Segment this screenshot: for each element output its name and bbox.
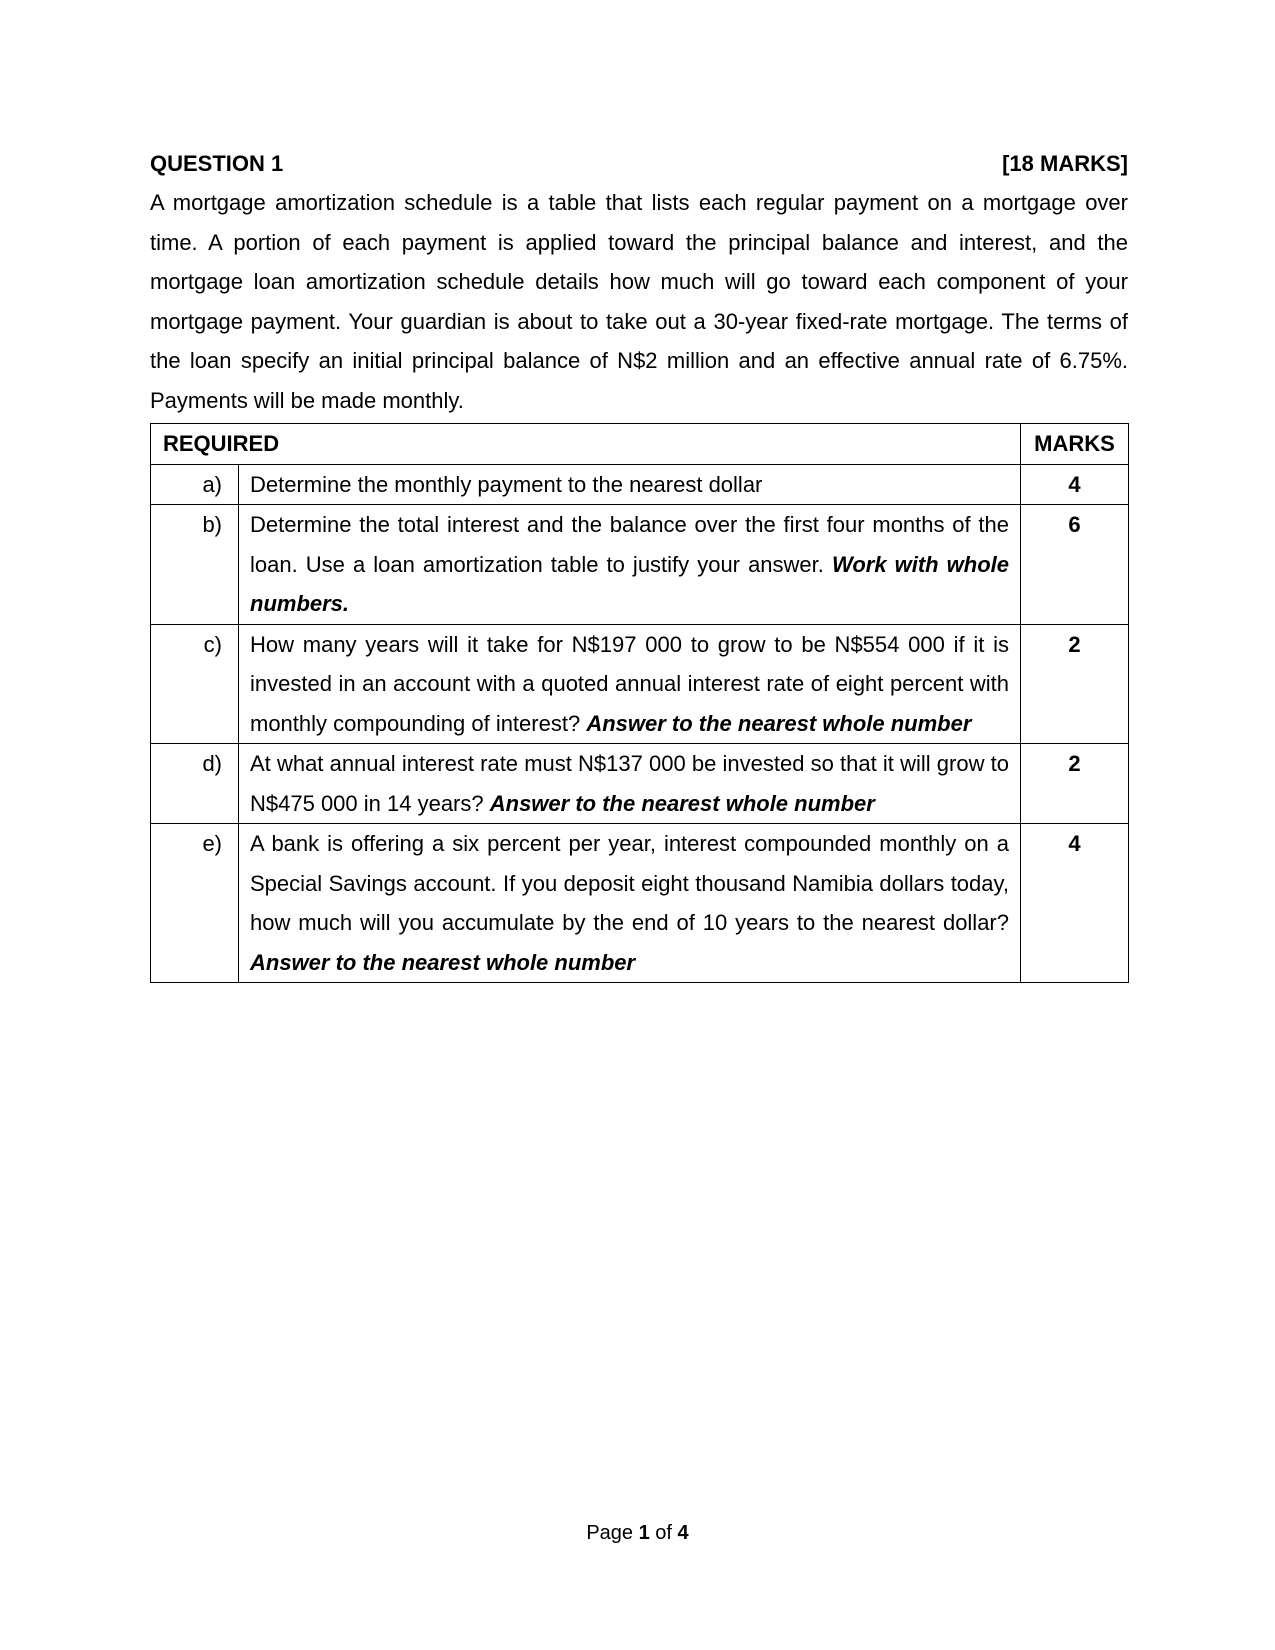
table-header-row [151, 424, 1129, 465]
row-text [239, 624, 1021, 744]
row-text-emphasis: Answer to the nearest whole number [586, 710, 972, 736]
required-table [150, 423, 1129, 983]
row-marks: 4 [1021, 464, 1129, 505]
row-label: c) [151, 624, 239, 744]
row-text-emphasis: Work with whole numbers. [250, 551, 1009, 616]
footer-page-word: Page [586, 1522, 634, 1544]
row-text-plain: Determine the total interest and the balance over the first four months of the loan. Use a loan amortization table to justify your answer. [250, 512, 1009, 577]
row-text-emphasis: Answer to the nearest whole number [250, 949, 636, 975]
footer-page-total: 4 [677, 1522, 689, 1544]
row-marks: 6 [1021, 505, 1129, 625]
page-footer [0, 1522, 1275, 1545]
table-row [151, 744, 1129, 824]
header-required: REQUIRED [151, 424, 1021, 465]
header-marks: MARKS [1021, 424, 1129, 465]
table-row [151, 505, 1129, 625]
row-label: b) [151, 505, 239, 625]
row-marks: 4 [1021, 824, 1129, 983]
row-label: d) [151, 744, 239, 824]
row-text-plain: A bank is offering a six percent per year, interest compounded monthly on a Special Savings account. If you deposit eight thousand Namibia dollars today, how much will you accumulate by the end of 10 years to the nearest dollar? [250, 831, 1009, 935]
question-title: QUESTION 1 [150, 151, 284, 176]
row-label: e) [151, 824, 239, 983]
table-row [151, 464, 1129, 505]
row-text [239, 505, 1021, 625]
row-text [239, 824, 1021, 983]
question-intro: A mortgage amortization schedule is a table that lists each regular payment on a mortgage over time. A portion of each payment is applied toward the principal balance and interest, and the mortgage loan amortization schedule details how much will go toward each component of your mortgage payment. Your guardian is about to take out a 30-year fixed-rate mortgage. The terms of the loan specify an initial principal balance of N$2 million and an effective annual rate of 6.75%. Payments will be made monthly. [150, 190, 1128, 413]
row-text-plain: How many years will it take for N$197 000 to grow to be N$554 000 if it is invested in an account with a quoted annual interest rate of eight percent with monthly compounding of interest? [250, 631, 1009, 736]
footer-of-word: of [655, 1522, 672, 1544]
table-row [151, 624, 1129, 744]
row-text-plain: Determine the monthly payment to the nearest dollar [250, 471, 763, 497]
row-label: a) [151, 464, 239, 505]
question-marks: [18 MARKS] [1002, 151, 1128, 176]
footer-page-current: 1 [638, 1522, 650, 1544]
row-text-plain: At what annual interest rate must N$137 000 be invested so that it will grow to N$475 000 in 14 years? [250, 751, 1009, 816]
row-marks: 2 [1021, 624, 1129, 744]
row-marks: 2 [1021, 744, 1129, 824]
row-text-emphasis: Answer to the nearest whole number [489, 790, 875, 816]
question-heading [150, 145, 1128, 183]
table-row [151, 824, 1129, 983]
row-text [239, 744, 1021, 824]
question-section [150, 145, 1128, 983]
row-text [239, 464, 1021, 505]
